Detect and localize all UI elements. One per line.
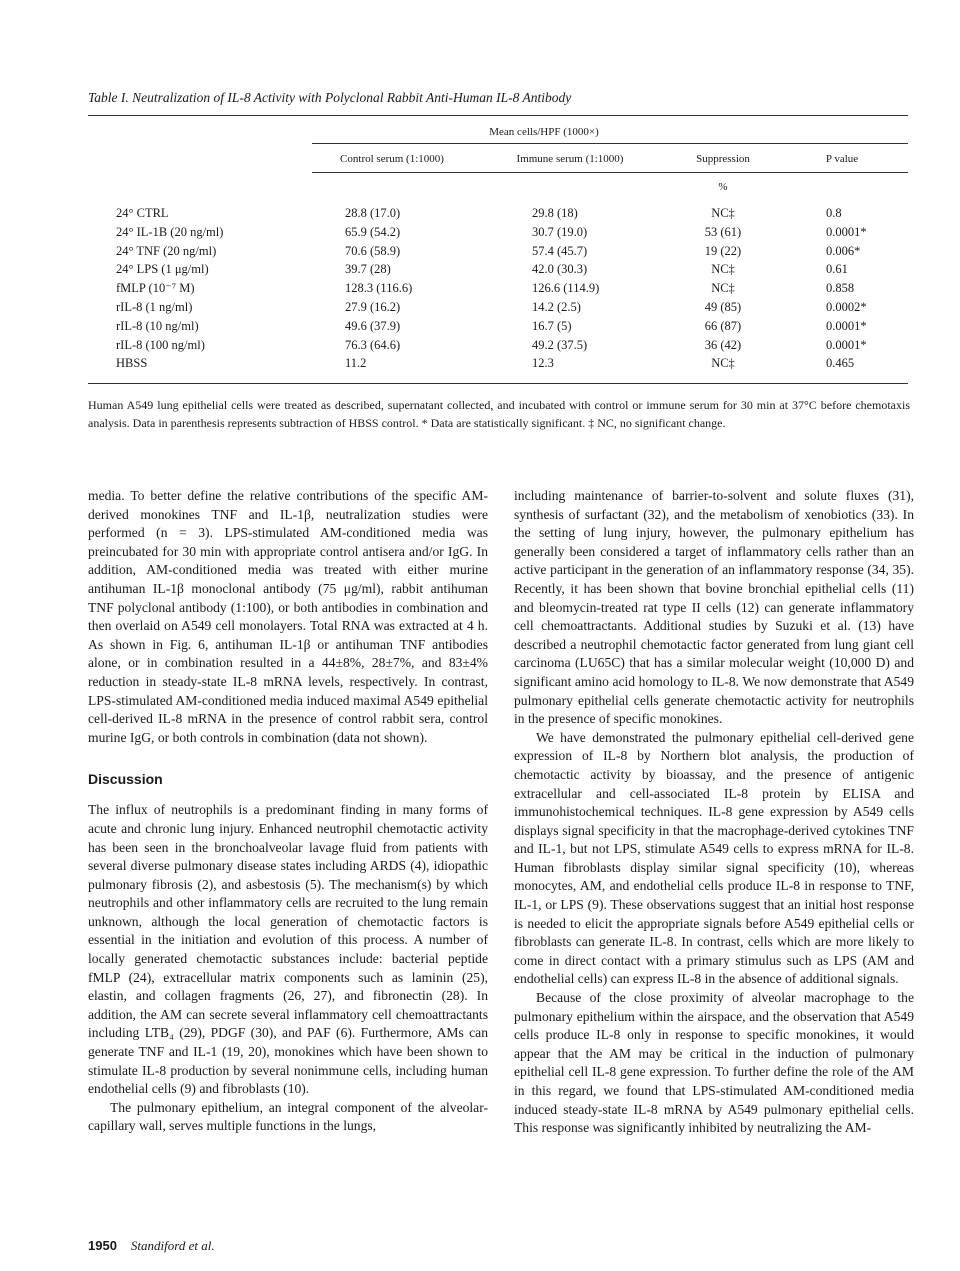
p-value: 0.465 <box>826 356 855 371</box>
paragraph: The influx of neutrophils is a predominant finding in many forms of acute and chronic lung injury. Enhanced neutrophil chemotactic activity has been seen in the bronchoalveolar lavage fluid from patients with several diverse pulmonary disease states including ARDS (4), idiopathic pulmonary fibrosis (2), and asbestosis (5). The mechanism(s) by which neutrophils and other inflammatory cells are recruited to the lung remain unknown, although the local generation of chemotactic factors is essential in the initiation and evolution of this process. A number of locally generated chemotactic substances include: bacterial peptide fMLP (24), extracellular matrix components such as laminin (25), elastin, and collagen fragments (26, 27), and fibronectin (28). In addition, the AM can secrete several inflammatory cell chemoattractants including LTB₄ (29), PDGF (30), and PAF (6). Furthermore, AMs can generate TNF and IL-1 (19, 20), monokines which have been shown to stimulate IL-8 production by several nonimmune cells, including human endothelial cells (9) and fibroblasts (10). <box>88 802 488 1097</box>
control-value: 28.8 (17.0) <box>345 206 401 220</box>
header-suppression: Suppression <box>696 153 750 165</box>
header-rule <box>312 172 908 173</box>
page-number: 1950 <box>88 1238 117 1253</box>
paragraph: We have demonstrated the pulmonary epithelial cell-derived gene expression of IL-8 by Northern blot analysis, the production of chemotactic activity by bioassay, and the presence of antigenic extracellular and cell-associated IL-8 protein by ELISA and immunohistochemical techniques. IL-8 gene expression by A549 cells displays signal specificity in that the macrophage-derived cytokines TNF and IL-1, but not LPS, stimulate A549 cells to express mRNA for IL-8. Human fibroblasts display similar signal specificity (10), whereas monocytes, AM, and endothelial cells produce IL-8 in response to TNF, IL-1, or LPS (9). These observations suggest that an initial host response is needed to elicit the appropriate signals before A549 epithelial cells or fibroblasts can generate IL-8. In contrast, cells which are more likely to come in direct contact with a primary stimulus such as LPS (AM and endothelial cells) can express IL-8 in the absence of additional signals. <box>514 729 914 987</box>
group-header-rule <box>312 143 908 144</box>
section-heading: Discussion <box>88 771 163 788</box>
row-label: 24° CTRL <box>116 206 169 220</box>
control-value: 76.3 (64.6) <box>345 337 401 352</box>
paragraph: The pulmonary epithelium, an integral component of the alveolar-capillary wall, serves multiple functions in the lungs, <box>88 1099 488 1134</box>
immune-value: 16.7 (5) <box>532 318 572 333</box>
immune-value: 30.7 (19.0) <box>532 224 588 239</box>
suppression-value: NC‡ <box>711 262 735 277</box>
right-column <box>514 487 914 1138</box>
immune-value: 49.2 (37.5) <box>532 337 588 352</box>
p-value: 0.0001* <box>826 337 867 352</box>
control-value: 27.9 (16.2) <box>345 300 401 314</box>
immune-value: 14.2 (2.5) <box>532 300 581 314</box>
immune-value: 126.6 (114.9) <box>532 281 600 296</box>
row-label: 24° IL-1B (20 ng/ml) <box>116 224 224 239</box>
row-label: rIL-8 (10 ng/ml) <box>116 318 199 333</box>
immune-value: 12.3 <box>532 356 554 371</box>
row-label: 24° LPS (1 μg/ml) <box>116 262 209 277</box>
control-value: 49.6 (37.9) <box>345 318 401 333</box>
page-footer <box>88 1238 215 1254</box>
suppression-value: NC‡ <box>711 356 735 371</box>
table-footnote: Human A549 lung epithelial cells were treated as described, supernatant collected, and incubated with control or immune serum for 30 min at 37°C before chemotaxis analysis. Data in parenthesis represents subtraction of HBSS control. * Data are statistically significant. ‡ NC, no significant change. <box>88 398 910 430</box>
left-column <box>88 487 488 1136</box>
table-bottom-rule <box>88 383 908 384</box>
suppression-value: 66 (87) <box>704 318 742 333</box>
p-value: 0.006* <box>826 243 861 258</box>
p-value: 0.0001* <box>826 318 867 333</box>
control-value: 39.7 (28) <box>345 262 391 277</box>
row-label: rIL-8 (1 ng/ml) <box>116 300 193 314</box>
group-header: Mean cells/HPF (1000×) <box>489 126 599 138</box>
control-value: 70.6 (58.9) <box>345 243 401 258</box>
immune-value: 29.8 (18) <box>532 206 578 220</box>
p-value: 0.0001* <box>826 224 867 239</box>
paragraph: media. To better define the relative contributions of the specific AM-derived monokines TNF and IL-1β, neutralization studies were performed (n = 3). LPS-stimulated AM-conditioned media was preincubated for 30 min with appropriate control antisera and/or IgG. In addition, AM-conditioned media was treated with either murine antihuman IL-1β monoclonal antibody (75 μg/ml), rabbit antihuman TNF polyclonal antibody (1:100), or both antibodies in combination and then overlaid on A549 cell monolayers. Total RNA was extracted at 4 h. As shown in Fig. 6, antihuman IL-1β or antihuman TNF antibodies alone, or in combination resulted in a 44±8%, 28±7%, and 83±4% reduction in steady-state IL-8 mRNA levels, respectively. In contrast, LPS-stimulated AM-conditioned media induced maximal A549 epithelial cell-derived IL-8 mRNA in the presence of control rabbit sera, control murine IgG, or both controls in combination (data not shown). <box>88 488 488 745</box>
header-immune: Immune serum (1:1000) <box>516 153 624 165</box>
running-authors: Standiford et al. <box>130 1238 215 1253</box>
row-label: fMLP (10⁻⁷ M) <box>116 281 195 296</box>
suppression-value: 19 (22) <box>704 243 742 258</box>
p-value: 0.61 <box>826 262 848 277</box>
paragraph: Because of the close proximity of alveolar macrophage to the pulmonary epithelium within the airspace, and the observation that A549 cells produce IL-8 only in response to specific monokines, it would appear that the AM may be critical in the induction of pulmonary epithelial cell IL-8 gene expression. To further define the role of the AM in this regard, we found that LPS-stimulated AM-conditioned media induced steady-state IL-8 mRNA by A549 pulmonary epithelial cells. This response was significantly inhibited by neutralizing the AM- <box>514 990 914 1136</box>
suppression-value: 53 (61) <box>704 224 742 239</box>
p-value: 0.0002* <box>826 300 867 314</box>
header-pvalue: P value <box>825 153 859 165</box>
row-label: 24° TNF (20 ng/ml) <box>116 243 217 258</box>
suppression-value: NC‡ <box>711 281 735 296</box>
control-value: 65.9 (54.2) <box>345 224 401 239</box>
suppression-value: 36 (42) <box>704 337 742 352</box>
suppression-value: 49 (85) <box>704 300 742 314</box>
immune-value: 57.4 (45.7) <box>532 243 588 258</box>
row-label: HBSS <box>116 356 148 371</box>
table-top-rule <box>88 115 908 116</box>
header-control: Control serum (1:1000) <box>340 153 444 165</box>
suppression-value: NC‡ <box>711 206 735 220</box>
control-value: 128.3 (116.6) <box>345 281 413 296</box>
paragraph: including maintenance of barrier-to-solvent and solute fluxes (31), synthesis of surfactant (32), and the metabolism of xenobiotics (33). In the setting of lung injury, however, the pulmonary epithelium has generally been considered a target of inflammatory cells rather than an active participant in the generation of an inflammatory response (34, 35). Recently, it has been shown that bovine bronchial epithelial cells (11) and bleomycin-treated rat type II cells (12) can generate inflammatory cell chemoattractants. Additional studies by Suzuki et al. (13) have described a neutrophil chemotactic factor generated from lung giant cell carcinoma (LU65C) that has a similar molecular weight (10,000 D) and significant amino acid homology to IL-8. We now demonstrate that A549 pulmonary epithelial cells generate chemotactic activity for neutrophils in the presence of specific monokines. <box>514 488 914 727</box>
immune-value: 42.0 (30.3) <box>532 262 588 277</box>
p-value: 0.858 <box>826 281 855 296</box>
control-value: 11.2 <box>345 356 367 371</box>
header-suppression-unit: % <box>718 181 728 193</box>
table-title: Table I. Neutralization of IL-8 Activity with Polyclonal Rabbit Anti-Human IL-8 Antibody <box>88 90 572 105</box>
row-label: rIL-8 (100 ng/ml) <box>116 337 205 352</box>
p-value: 0.8 <box>826 206 842 220</box>
